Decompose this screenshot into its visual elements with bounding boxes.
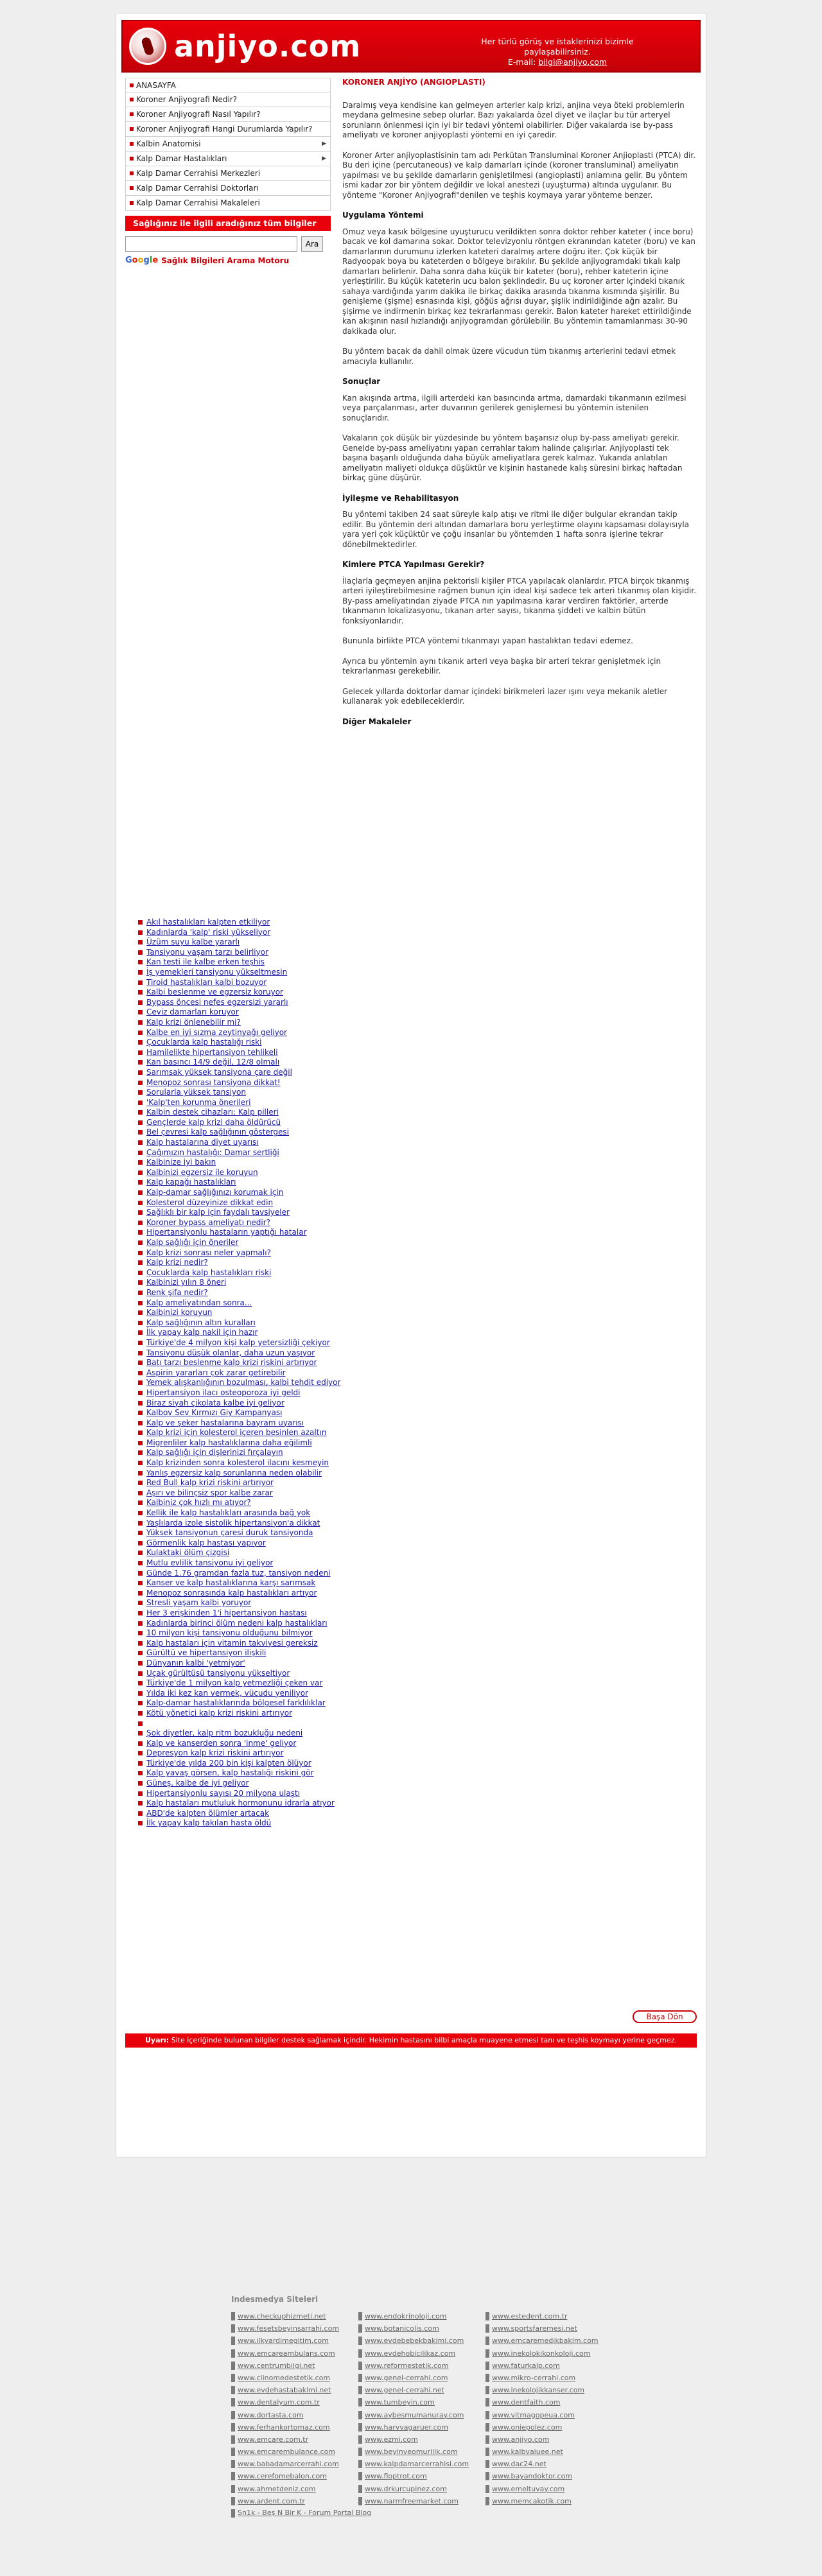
article-link[interactable]: Ceviz damarları koruyor: [138, 1007, 340, 1018]
partner-site-link[interactable]: www.emcareambulans.com: [231, 2347, 353, 2360]
menu-item-surgery-articles[interactable]: [125, 196, 331, 211]
article-paragraph: İlaçlarla geçmeyen anjina pektorisli kişiler PTCA yapılacak olanlardır. PTCA birçok tıkanmış arteri iyileştirebilmesine rağmen bunun için ideal kişi sadece tek arteri tıkanmış olan kişidir. By-pass ameliyatından ziyade PTCA nın yapılmasına karar verdiren faktörler, arterde tıkanmanın lokalizasyonu, tıkanan arter sayısı, tıkanma şiddeti ve kalbin bütün fonksiyonlarıdır.: [342, 576, 696, 625]
article-link[interactable]: Kalp ve kanserden sonra 'inme' geliyor: [138, 1739, 340, 1749]
partner-site-link[interactable]: www.ahmetdeniz.com: [231, 2483, 353, 2495]
article-link[interactable]: Menopoz sonrasında kalp hastalıkları artıyor: [138, 1588, 340, 1599]
article-link[interactable]: Kalp sağlığı için öneriler: [138, 1238, 340, 1248]
article-link[interactable]: Bypass öncesi nefes egzersizi yararlı: [138, 998, 340, 1008]
article-link[interactable]: Kalbin destek cihazları: Kalp pilleri: [138, 1108, 340, 1118]
article-link[interactable]: Kalp yavaş görsen, kalp hastalığı riskini gör: [138, 1768, 340, 1779]
menu-item-label: Kalp Damar Cerrahisi Makaleleri: [136, 198, 260, 207]
article-link[interactable]: Dünyanın kalbi 'yetmiyor': [138, 1658, 340, 1669]
article-link[interactable]: Kellik ile kalp hastalıkları arasında bağ yok: [138, 1508, 340, 1519]
partner-site-link[interactable]: www.tumbeyin.com: [358, 2396, 480, 2408]
article-link[interactable]: Kalp ve şeker hastalarına bayram uyarısı: [138, 1418, 340, 1429]
menu-item-heart-anatomy[interactable]: [125, 137, 331, 152]
article-link[interactable]: Kalp sağlığının altın kuralları: [138, 1318, 340, 1328]
section-heading-who: Kimlere PTCA Yapılması Gerekir?: [342, 560, 485, 569]
article-link[interactable]: Görmenlik kalp hastası yapıyor: [138, 1538, 340, 1549]
menu-item-label: Kalbin Anatomisi: [136, 139, 201, 148]
article-link[interactable]: Yaşlılarda izole sistolik hipertansiyon'a dikkat: [138, 1519, 340, 1529]
article-link[interactable]: 10 milyon kişi tansiyonu olduğunu bilmiyor: [138, 1628, 340, 1639]
article-link[interactable]: Günde 1.76 gramdan fazla tuz, tansiyon nedeni: [138, 1569, 340, 1579]
article-link[interactable]: Şok diyetler, kalp ritm bozukluğu nedeni: [138, 1728, 340, 1739]
article-link[interactable]: Kalp hastalarına diyet uyarısı: [138, 1138, 340, 1148]
google-search-brand: [125, 256, 331, 265]
article-link[interactable]: Gençlerde kalp krizi daha öldürücü: [138, 1118, 340, 1128]
article-link[interactable]: Kalp krizinden sonra kolesterol ilacını kesmeyin: [138, 1458, 340, 1468]
partner-site-link[interactable]: www.checkuphizmeti.net: [231, 2310, 353, 2322]
partner-site-link[interactable]: www.emcare.com.tr: [231, 2433, 353, 2446]
article-link[interactable]: Güneş, kalbe de iyi geliyor: [138, 1779, 340, 1789]
partner-site-link[interactable]: www.evdehastabakimi.net: [231, 2384, 353, 2396]
article-link[interactable]: Kalbinize iyi bakın: [138, 1158, 340, 1168]
article-link[interactable]: Menopoz sonrası tansiyona dikkat!: [138, 1078, 340, 1088]
partner-site-link[interactable]: www.evdebebekbakimi.com: [358, 2335, 480, 2347]
article-link[interactable]: Koroner bypass ameliyatı nedir?: [138, 1218, 340, 1228]
partner-site-link[interactable]: www.inekolojikkanser.com: [485, 2384, 608, 2396]
search-row: [125, 236, 331, 252]
partner-sites-grid: [231, 2310, 719, 2507]
menu-item-label: Kalp Damar Hastalıkları: [136, 154, 227, 163]
back-to-top-button[interactable]: Başa Dön: [633, 2010, 697, 2023]
partner-site-link[interactable]: www.botanicolis.com: [358, 2322, 480, 2335]
partner-site-link[interactable]: www.kalpdamarcerrahisi.com: [358, 2458, 480, 2470]
article-link[interactable]: Kalp krizi nedir?: [138, 1258, 340, 1268]
partner-site-link[interactable]: www.dortasta.com: [231, 2409, 353, 2421]
page-container: [116, 13, 706, 2157]
article-paragraph: Omuz veya kasık bölgesine uyuşturucu verildikten sonra doktor rehber kateter ( ince boru) bacak ve kol damarına sokar. Doktor televizyonlu röntgen ekranından kateter (boru) ve kan damarlarının durumunu izlerken kateteri daralmış artere doğru iter. Çok küçük bir Radyoopak boya bu kateterden o bölgeye bırakılır. Bu şekilde anjiyogramdaki tıkalı kalp damarları belirlenir. Daha sonra daha küçük bir kateter (boru), rehber kateterin içine yerleştirilir. Bu küçük kateterin ucu balon şeklindedir. Bu uç koroner arter içindeki tıkanık sahaya vardığında yarım dakika ile birkaç dakika arasında tıkanma kısmında şişirilir. Bu genişleme (şişme) esnasında kişi, göğüs ağrısı duyar, şişlik indirildiğinde ağrı azalır. Bu şişirme ve indirmenin birkaç kez tekrarlanması gerekir. Balon kateter hareket ettirildiğinde kan akışının nasıl hızlandığı anjiyogramdan görülebilir. Bu yöntemin tamamlanması 30-90 dakikada olur.: [342, 227, 695, 336]
partner-site-link[interactable]: www.ardent.com.tr: [231, 2495, 353, 2507]
article-link[interactable]: Renk şifa nedir?: [138, 1288, 340, 1298]
article-paragraph: Bu yöntemi takiben 24 saat süreyle kalp atışı ve ritmi ile diğer bulgular ekrandan takip edilir. Bu yöntemin deri altından damarlara boru yerleştirme olayını kapsaması dolayısıyla yara yeri çok küçüktür ve çoğu insanlar bu yöntemden 1 hafta sonra işlerine tekrar dönebilmektedirler.: [342, 510, 690, 549]
partner-site-link[interactable]: www.ezmi.com: [358, 2433, 480, 2446]
article-link[interactable]: Akıl hastalıkları kalpten etkiliyor: [138, 918, 340, 928]
submenu-arrow-icon: ▶: [322, 155, 326, 162]
article-link[interactable]: Yılda iki kez kan vermek, vücudu yeniliyor: [138, 1689, 340, 1699]
partner-sites-title: Indesmedya Siteleri: [231, 2295, 319, 2304]
article-link[interactable]: Yüksek tansiyonun çaresi duruk tansiyonda: [138, 1528, 340, 1538]
article-link[interactable]: Türkiye'de 1 milyon kalp yetmezliği çeken var: [138, 1678, 340, 1689]
article-link[interactable]: Türkiye'de 4 milyon kişi kalp yetersizliği çekiyor: [138, 1338, 340, 1348]
partner-site-link[interactable]: www.aybesmumanuray.com: [358, 2409, 480, 2421]
partner-site-link[interactable]: www.estedent.com.tr: [485, 2310, 608, 2322]
menu-item-how-angiography[interactable]: [125, 107, 331, 122]
article-paragraph: Vakaların çok düşük bir yüzdesinde bu yöntem başarısız olup by-pass ameliyatı gerekir. Genelde by-pass ameliyatını yapan cerrahlar takım halinde çalışırlar. Anjiyoplasti tek başına başarılı olduğunda daha büyük ameliyatlara gerek kalmaz. Yukarıda anlatılan ameliyatın maliyeti oldukça düşüktür ve kişinin hastanede kalış süresini birkaç haftadan birkaç güne düşürür.: [342, 433, 683, 482]
content-columns: [121, 73, 701, 2102]
search-button[interactable]: Ara: [301, 236, 323, 252]
warning-text: Site içeriğinde bulunan bilgiler destek sağlamak içindir. Hekimin hastasını bilbi amaçla muayene etmesi tanı ve teşhis koymayı yerine geçmez.: [171, 2036, 678, 2044]
article-link[interactable]: İlk yapay kalp takılan hasta öldü: [138, 1818, 340, 1829]
article-link[interactable]: Aşırı ve bilinçsiz spor kalbe zarar: [138, 1488, 340, 1499]
partner-site-link[interactable]: www.inekolokikonkoloji.com: [485, 2347, 608, 2360]
article-paragraph: Ayrıca bu yöntemin aynı tıkanık arteri veya başka bir arteri tekrar genişletmek için tekrarlanması gerekebilir.: [342, 656, 661, 675]
search-input[interactable]: [125, 236, 297, 252]
article-link[interactable]: Kalbe en iyi sızma zeytinyağı geliyor: [138, 1028, 340, 1038]
search-engine-caption: Sağlık Bilgileri Arama Motoru: [161, 256, 290, 265]
email-link[interactable]: bilgi@anjiyo.com: [538, 57, 608, 67]
article-link[interactable]: ABD'de kalpten ölümler artacak: [138, 1809, 340, 1819]
article-link[interactable]: Kadınlarda 'kalp' riski yükseliyor: [138, 928, 340, 938]
menu-item-label: Kalp Damar Cerrahisi Doktorları: [136, 184, 259, 193]
partner-site-link[interactable]: www.ilkyardimegitim.com: [231, 2335, 353, 2347]
partner-site-link[interactable]: www.emcaremedikbakim.com: [485, 2335, 608, 2347]
partner-site-link[interactable]: www.centrumbilgi.net: [231, 2360, 353, 2372]
partner-site-link[interactable]: www.floptrot.com: [358, 2470, 480, 2482]
article-link[interactable]: Kalbi beslenme ve egzersiz koruyor: [138, 988, 340, 998]
article-link[interactable]: Çocuklarda kalp hastalığı riski: [138, 1038, 340, 1048]
forum-link[interactable]: Sn1k - Beş N Bir K - Forum Portal Blog: [231, 2509, 719, 2517]
section-heading-recovery: İyileşme ve Rehabilitasyon: [342, 493, 459, 503]
partner-site-link[interactable]: www.sportsfaremesi.net: [485, 2322, 608, 2335]
article-link[interactable]: Aspirin yararları çok zarar getirebilir: [138, 1368, 340, 1379]
menu-item-label: Koroner Anjiyografi Nasıl Yapılır?: [136, 110, 261, 119]
site-header: [121, 20, 701, 73]
site-logo[interactable]: anjiyo.com: [174, 29, 362, 64]
partner-site-link[interactable]: www.memcakotik.com: [485, 2495, 608, 2507]
header-contact: [451, 37, 663, 67]
article-link[interactable]: Hipertansiyon ilacı osteoporoza iyi geldi: [138, 1388, 340, 1398]
partner-site-link[interactable]: www.clinomedestetik.com: [231, 2372, 353, 2384]
article-link[interactable]: Sarımsak yüksek tansiyona çare değil: [138, 1068, 340, 1078]
partner-sites: [231, 2295, 719, 2517]
article-link[interactable]: Çağımızın hastalığı: Damar sertliği: [138, 1148, 340, 1158]
article-link[interactable]: [138, 1719, 340, 1729]
partner-site-link[interactable]: www.dac24.net: [485, 2458, 608, 2470]
article-link[interactable]: Red Bull kalp krizi riskini artırıyor: [138, 1478, 340, 1488]
menu-item-heart-diseases[interactable]: [125, 152, 331, 166]
partner-site-link[interactable]: www.cerefomebalon.com: [231, 2470, 353, 2482]
submenu-arrow-icon: ▶: [322, 141, 326, 147]
article-link[interactable]: Tiroid hastalıkları kalbi bozuyor: [138, 978, 340, 988]
article: [342, 78, 697, 733]
article-link[interactable]: Kalbinizi yılın 8 öneri: [138, 1278, 340, 1288]
partner-site-link[interactable]: www.emeltuvay.com: [485, 2483, 608, 2495]
partner-site-link[interactable]: www.anjiyo.com: [485, 2433, 608, 2446]
partner-site-link[interactable]: www.kalbvaiuee.net: [485, 2446, 608, 2458]
article-link[interactable]: Kalbinizi egzersiz ile koruyun: [138, 1168, 340, 1178]
partner-site-link[interactable]: www.genel-cerrahi.net: [358, 2384, 480, 2396]
partner-site-link[interactable]: www.emcarembulance.com: [231, 2446, 353, 2458]
article-link[interactable]: Gürültü ve hipertansiyon ilişkili: [138, 1648, 340, 1658]
article-link[interactable]: Kalp krizi önlenebilir mi?: [138, 1018, 340, 1028]
article-link[interactable]: Hipertansiyonlu sayısı 20 milyona ulaştı: [138, 1789, 340, 1799]
partner-site-link[interactable]: www.faturkalp.com: [485, 2360, 608, 2372]
section-heading-method: Uygulama Yöntemi: [342, 211, 424, 220]
menu-item-home[interactable]: [125, 78, 331, 92]
article-link[interactable]: Kalp krizi sonrası neler yapmalı?: [138, 1248, 340, 1258]
partner-site-link[interactable]: www.ferhankortomaz.com: [231, 2421, 353, 2433]
menu-item-label: Koroner Anjiyografi Nedir?: [136, 95, 238, 104]
partner-site-link[interactable]: www.narmfreemarket.com: [358, 2495, 480, 2507]
article-paragraph: Kan akışında artma, ilgili arterdeki kan basıncında artma, damardaki tıkanmanın ezilmesi veya parçalanması, arter duvarının gerilerek genişlemesi bu yöntemin istenilen sonuçlarıdır.: [342, 393, 686, 422]
article-link[interactable]: Yemek alışkanlığının bozulması, kalbi tehdit ediyor: [138, 1378, 340, 1388]
section-heading-other-articles: Diğer Makaleler: [342, 717, 412, 726]
partner-site-link[interactable]: www.babadamarcerrahi.com: [231, 2458, 353, 2470]
left-sidebar: [125, 78, 331, 265]
menu-item-what-is-angiography[interactable]: [125, 92, 331, 107]
partner-site-link[interactable]: www.endokrinoloji.com: [358, 2310, 480, 2322]
article-link[interactable]: Üzüm suyu kalbe yararlı: [138, 937, 340, 948]
partner-site-link[interactable]: www.mikro-cerrahi.com: [485, 2372, 608, 2384]
article-link[interactable]: Kalp ameliyatından sonra...: [138, 1298, 340, 1309]
article-link[interactable]: Sorularla yüksek tansiyon: [138, 1088, 340, 1098]
partner-site-link[interactable]: www.drkurcupinez.com: [358, 2483, 480, 2495]
menu-item-label: Kalp Damar Cerrahisi Merkezleri: [136, 169, 261, 178]
article-link[interactable]: Kan testi ile kalbe erken teşhis: [138, 957, 340, 968]
article-link[interactable]: Kolesterol düzeyinize dikkat edin: [138, 1198, 340, 1208]
article-link[interactable]: Kötü yönetici kalp krizi riskini artırıyor: [138, 1709, 340, 1719]
partner-site-link[interactable]: www.vitmagopeua.com: [485, 2409, 608, 2421]
article-link[interactable]: Migrenliler kalp hastalıklarına daha eğilimli: [138, 1438, 340, 1449]
article-link[interactable]: Sağlıklı bir kalp için faydalı tavsiyeler: [138, 1208, 340, 1218]
partner-site-link[interactable]: www.fesetsbeyinsarrahi.com: [231, 2322, 353, 2335]
warning-bar: [125, 2033, 697, 2048]
partner-site-link[interactable]: www.harvvagaruer.com: [358, 2421, 480, 2433]
article-link[interactable]: Depresyon kalp krizi riskini artırıyor: [138, 1748, 340, 1759]
article-link[interactable]: Batı tarzı beslenme kalp krizi riskini artırıyor: [138, 1358, 340, 1368]
menu-item-when-angiography[interactable]: [125, 122, 331, 137]
article-link[interactable]: Kan basıncı 14/9 değil, 12/8 olmalı: [138, 1057, 340, 1068]
article-paragraph: Bu yöntem bacak da dahil olmak üzere vücudun tüm tıkanmış arterlerini tedavi etmek amacıyla kullanılır.: [342, 347, 676, 366]
partner-site-link[interactable]: www.genel-cerrahi.com: [358, 2372, 480, 2384]
article-link[interactable]: Kalp-damar hastalıklarında bölgesel farklılıklar: [138, 1698, 340, 1709]
header-email-line: [451, 57, 663, 67]
partner-site-link[interactable]: www.beyinveomurilik.com: [358, 2446, 480, 2458]
partner-site-link[interactable]: www.bayandoktor.com: [485, 2470, 608, 2482]
article-link[interactable]: Kadınlarda birinci ölüm nedeni kalp hastalıkları: [138, 1619, 340, 1629]
article-link[interactable]: Kalp-damar sağlığınızı korumak için: [138, 1188, 340, 1198]
menu-item-label: Koroner Anjiyografi Hangi Durumlarda Yapılır?: [136, 125, 313, 134]
article-link[interactable]: İş yemekleri tansiyonu yükseltmesin: [138, 968, 340, 978]
article-link[interactable]: Mutlu evlilik tansiyonu iyi geliyor: [138, 1558, 340, 1569]
article-link[interactable]: Kalbiniz çok hızlı mı atıyor?: [138, 1498, 340, 1508]
article-title: KORONER ANJİYO (ANGIOPLASTI): [342, 78, 485, 87]
article-link[interactable]: Tansiyonu yaşam tarzı belirliyor: [138, 948, 340, 958]
other-articles-list: [138, 918, 340, 1829]
email-label: E-mail:: [507, 57, 536, 67]
main-menu: [125, 78, 331, 211]
article-link[interactable]: Kalbinizi koruyun: [138, 1308, 340, 1318]
partner-site-link[interactable]: www.dentalyum.com.tr: [231, 2396, 353, 2408]
article-link[interactable]: Kalp hastaları mutluluk hormonunu idrarla atıyor: [138, 1798, 340, 1809]
article-link[interactable]: Biraz siyah çikolata kalbe iyi geliyor: [138, 1398, 340, 1409]
article-link[interactable]: İlk yapay kalp nakil için hazır: [138, 1328, 340, 1338]
search-title: Sağlığınız ile ilgili aradığınız tüm bilgiler: [125, 216, 331, 231]
article-link[interactable]: Stresli yaşam kalbi yoruyor: [138, 1598, 340, 1608]
partner-site-link[interactable]: www.dentfaith.com: [485, 2396, 608, 2408]
article-link[interactable]: Çocuklarda kalp hastalıkları riski: [138, 1268, 340, 1278]
header-tagline: Her türlü görüş ve istaklerinizi bizimle paylaşabilirsiniz.: [481, 37, 634, 57]
menu-item-surgery-doctors[interactable]: [125, 181, 331, 196]
partner-site-link[interactable]: www.evdehobicilikaz.com: [358, 2347, 480, 2360]
article-link[interactable]: Kanser ve kalp hastalıklarına karşı sarımsak: [138, 1578, 340, 1588]
article-link[interactable]: Kalp kapağı hastalıkları: [138, 1178, 340, 1188]
article-link[interactable]: Uçak gürültüsü tansiyonu yükseltiyor: [138, 1669, 340, 1679]
article-paragraph: Gelecek yıllarda doktorlar damar içindeki birikmeleri lazer ışını veya mekanik aletler kullanarak yok edebileceklerdir.: [342, 686, 668, 706]
article-link[interactable]: Kalp sağlığı için dişlerinizi fırçalayın: [138, 1448, 340, 1458]
article-link[interactable]: 'Kalp'ten korunma önerileri: [138, 1098, 340, 1108]
menu-item-label: ANASAYFA: [136, 81, 176, 90]
article-paragraph: Daralmış veya kendisine kan gelmeyen arterler kalp krizi, anjina veya öteki problemlerin meydana gelmesine sebep olurlar. Bazı yakalarda özel diyet ve ilaçlar bu tür arteryel sorunların önlenmesi için iyi bir tedavi yöntemi olabilirler. Diğer vakalarda ise by-pass ameliyatı ve koroner anjiyoplasti yöntemi en iyi çaredir.: [342, 100, 685, 139]
article-link[interactable]: Kulaktaki ölüm çizgisi: [138, 1548, 340, 1558]
article-link[interactable]: Yanlış egzersiz kalp sorunlarına neden olabilir: [138, 1468, 340, 1479]
warning-label: Uyarı:: [144, 2036, 170, 2044]
section-heading-results: Sonuçlar: [342, 377, 381, 386]
article-link[interactable]: Bel çevresi kalp sağlığının göstergesi: [138, 1127, 340, 1138]
heart-logo-icon[interactable]: [129, 28, 166, 65]
article-link[interactable]: Hipertansiyonlu hastaların yaptığı hatalar: [138, 1228, 340, 1238]
article-link[interactable]: Tansiyonu düşük olanlar, daha uzun yaşıyor: [138, 1348, 340, 1359]
partner-site-link[interactable]: www.oniepolez.com: [485, 2421, 608, 2433]
article-paragraph: Bununla birlikte PTCA yöntemi tıkanmayı yapan hastalıktan tedavi edemez.: [342, 636, 633, 645]
article-link[interactable]: Kalbov Sev Kırmızı Giy Kampanyası: [138, 1408, 340, 1418]
article-paragraph: Koroner Arter anjiyoplastisinin tam adı Perkütan Transluminal Koroner Anjioplasti (PTCA) dir. Bu deri içine (percutaneous) ve kalp damarları içinde (koroner transluminal) ameliyatın yapılması ve bu şekilde damarların genişletilmesi (angioplasti) anlamına gelir. Bu yöntem ismi kadar zor bir yöntem değildir ve lokal anestezi (uyuşturma) altında uygulanır. Bu yönteme "Koroner Anjiyografi"denilen ve teşhis koymaya yarar yönteme benzer.: [342, 150, 696, 200]
menu-item-surgery-centers[interactable]: [125, 166, 331, 181]
article-link[interactable]: Kalp hastaları için vitamin takviyesi gereksiz: [138, 1639, 340, 1649]
google-logo: Google: [125, 256, 159, 265]
partner-site-link[interactable]: www.reformestetik.com: [358, 2360, 480, 2372]
article-link[interactable]: Türkiye'de yılda 200 bin kişi kalpten ölüyor: [138, 1759, 340, 1769]
article-link[interactable]: Hamilelikte hipertansiyon tehlikeli: [138, 1048, 340, 1058]
article-link[interactable]: Her 3 erişkinden 1'i hipertansiyon hastası: [138, 1608, 340, 1619]
article-link[interactable]: Kalp krizi için kolesterol içeren besinlen azaltın: [138, 1428, 340, 1438]
